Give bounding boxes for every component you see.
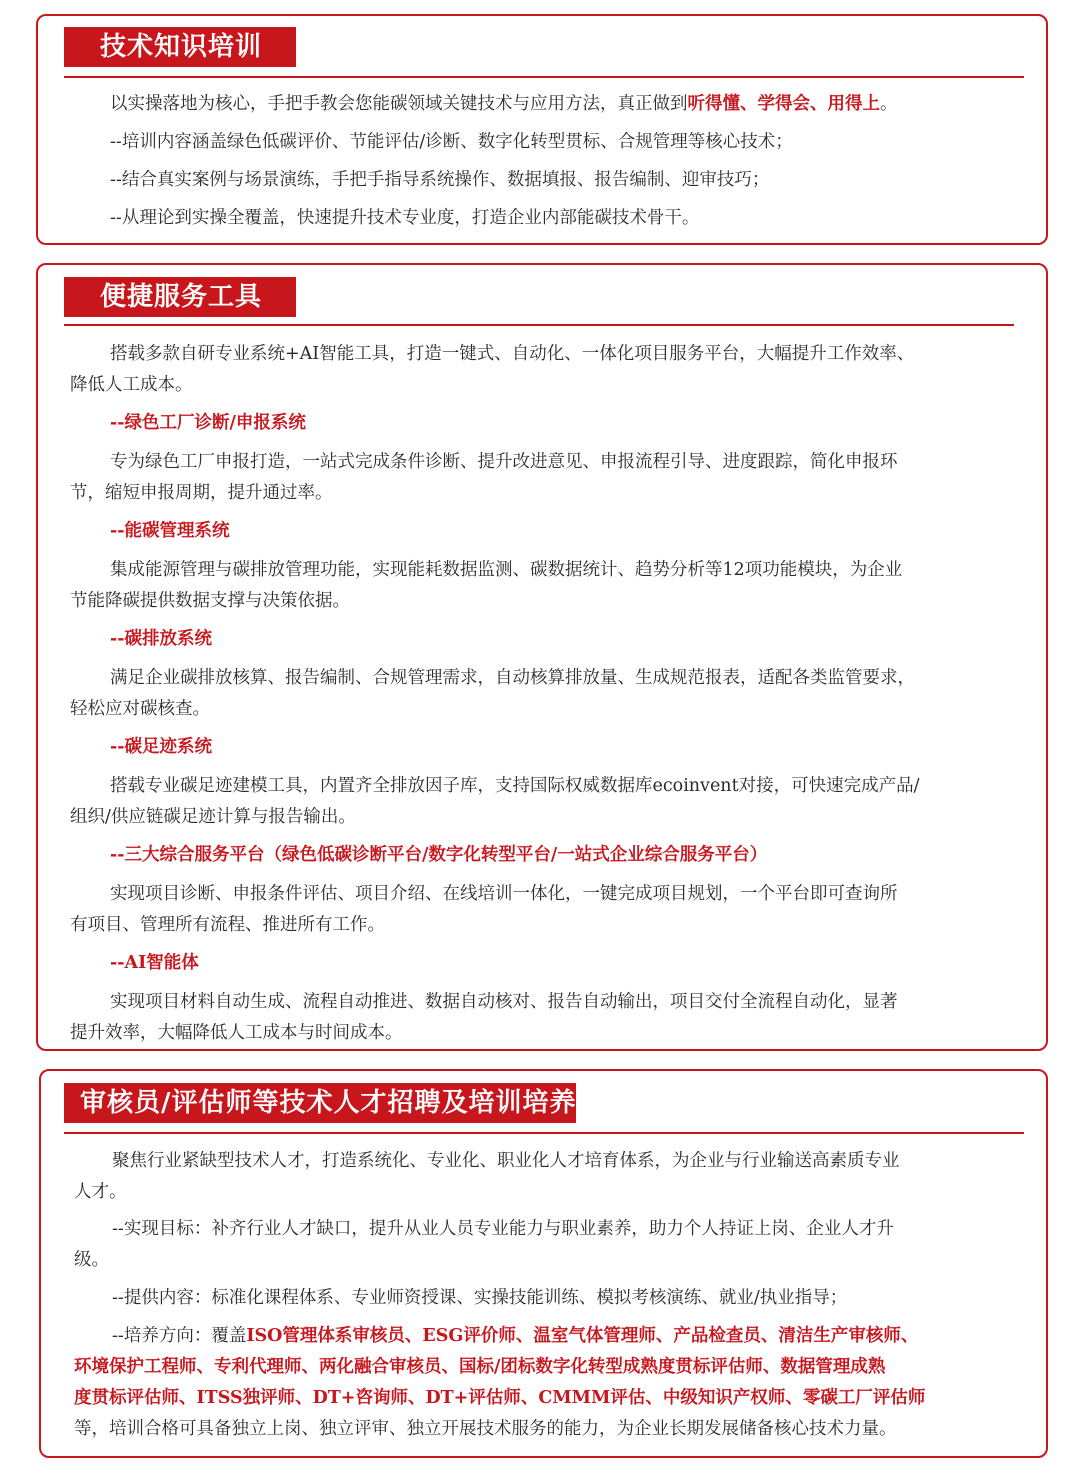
tool-description: 搭载专业碳足迹建模工具，内置齐全排放因子库，支持国际权威数据库ecoinvent对接，可快速完成产品/ <box>110 776 920 796</box>
section-title-technical-training: 技术知识培训 <box>64 27 296 67</box>
bullet-point: --从理论到实操全覆盖，快速提升技术专业度，打造企业内部能碳技术骨干。 <box>110 208 700 228</box>
intro-text: 人才。 <box>74 1182 127 1202</box>
direction-text: --培养方向：覆盖ISO管理体系审核员、ESG评价师、温室气体管理师、产品检查员、清洁生产审核师、 <box>112 1326 919 1346</box>
goal-text: 级。 <box>74 1250 109 1270</box>
tool-description: 节，缩短申报周期，提升通过率。 <box>70 483 333 503</box>
tool-description: 集成能源管理与碳排放管理功能，实现能耗数据监测、碳数据统计、趋势分析等12项功能模块，为企业 <box>110 560 903 580</box>
intro-text: 搭载多款自研专业系统+AI智能工具，打造一键式、自动化、一体化项目服务平台，大幅提升工作效率、 <box>110 344 915 364</box>
intro-text: 聚焦行业紧缺型技术人才，打造系统化、专业化、职业化人才培育体系，为企业与行业输送高素质专业 <box>112 1151 900 1171</box>
intro-text: 降低人工成本。 <box>70 375 193 395</box>
content-text: --提供内容：标准化课程体系、专业师资授课、实操技能训练、模拟考核演练、就业/执业指导； <box>112 1288 848 1308</box>
title-underline <box>64 76 1024 78</box>
tool-description: 有项目、管理所有流程、推进所有工作。 <box>70 915 385 935</box>
intro-text: 以实操落地为核心，手把手教会您能碳领域关键技术与应用方法，真正做到听得懂、学得会、用得上。 <box>110 94 898 114</box>
tool-heading: --三大综合服务平台（绿色低碳诊断平台/数字化转型平台/一站式企业综合服务平台） <box>110 845 768 865</box>
bullet-point: --培训内容涵盖绿色低碳评价、节能评估/诊断、数字化转型贯标、合规管理等核心技术； <box>110 132 793 152</box>
goal-text: --实现目标：补齐行业人才缺口，提升从业人员专业能力与职业素养，助力个人持证上岗、企业人才升 <box>112 1219 894 1239</box>
direction-highlight: 环境保护工程师、专利代理师、两化融合审核员、国标/团标数字化转型成熟度贯标评估师、数据管理成熟 <box>74 1357 886 1377</box>
highlight-text: 听得懂、学得会、用得上 <box>687 94 880 114</box>
direction-highlight: 度贯标评估师、ITSS独评师、DT+咨询师、DT+评估师、CMMM评估、中级知识产权师、零碳工厂评估师 <box>74 1388 926 1408</box>
title-underline <box>64 1132 1024 1134</box>
section-title-talent-recruitment: 审核员/评估师等技术人才招聘及培训培养 <box>64 1083 576 1123</box>
tool-heading: --碳足迹系统 <box>110 737 213 757</box>
tool-heading: --AI智能体 <box>110 953 199 973</box>
tool-heading: --绿色工厂诊断/申报系统 <box>110 413 306 433</box>
direction-text: 等，培训合格可具备独立上岗、独立评审、独立开展技术服务的能力，为企业长期发展储备核心技术力量。 <box>74 1419 897 1439</box>
bullet-point: --结合真实案例与场景演练，手把手指导系统操作、数据填报、报告编制、迎审技巧； <box>110 170 770 190</box>
direction-highlight: ISO管理体系审核员、ESG评价师、温室气体管理师、产品检查员、清洁生产审核师、 <box>246 1326 919 1346</box>
tool-heading: --能碳管理系统 <box>110 521 230 541</box>
tool-description: 提升效率，大幅降低人工成本与时间成本。 <box>70 1023 403 1043</box>
tool-description: 专为绿色工厂申报打造，一站式完成条件诊断、提升改进意见、申报流程引导、进度跟踪，简化申报环 <box>110 452 898 472</box>
tool-description: 实现项目诊断、申报条件评估、项目介绍、在线培训一体化，一键完成项目规划，一个平台即可查询所 <box>110 884 898 904</box>
tool-description: 轻松应对碳核查。 <box>70 699 210 719</box>
section-title-service-tools: 便捷服务工具 <box>64 277 296 317</box>
tool-heading: --碳排放系统 <box>110 629 213 649</box>
tool-description: 满足企业碳排放核算、报告编制、合规管理需求，自动核算排放量、生成规范报表，适配各类监管要求， <box>110 668 915 688</box>
title-underline <box>64 324 1014 326</box>
tool-description: 节能降碳提供数据支撑与决策依据。 <box>70 591 350 611</box>
tool-description: 组织/供应链碳足迹计算与报告输出。 <box>70 807 356 827</box>
tool-description: 实现项目材料自动生成、流程自动推进、数据自动核对、报告自动输出，项目交付全流程自动化，显著 <box>110 992 898 1012</box>
